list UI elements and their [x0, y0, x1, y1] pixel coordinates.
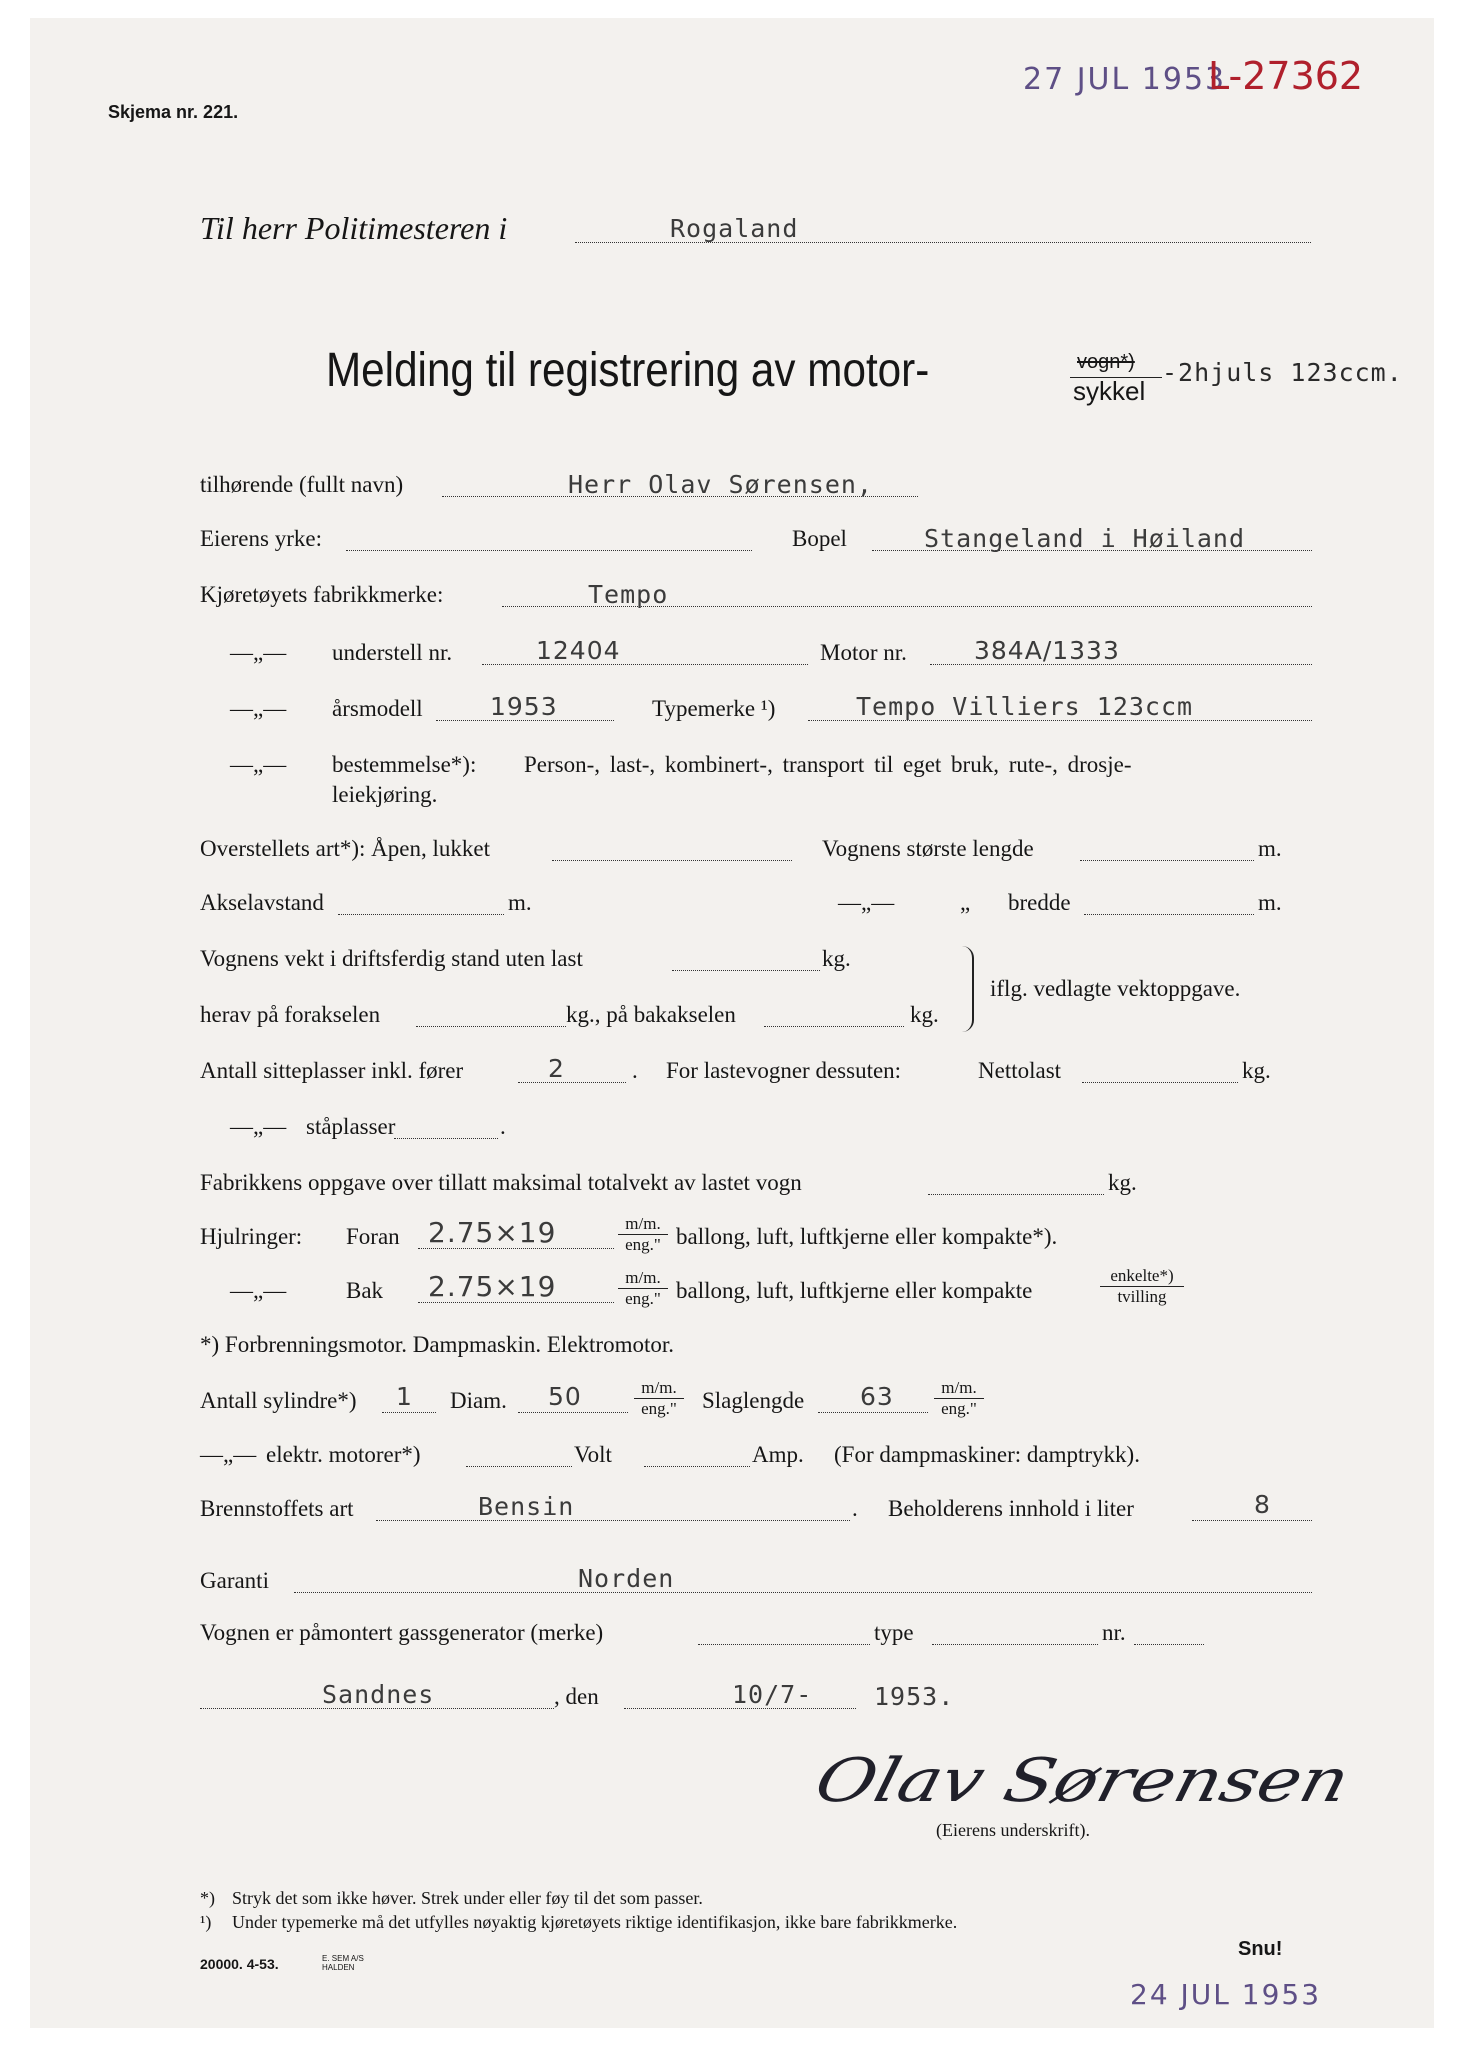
unit-top: m/m.	[618, 1268, 668, 1289]
type-label: Typemerke ¹)	[652, 696, 776, 721]
ditto-mark: —„—	[230, 752, 287, 777]
purpose-label: bestemmelse*):	[332, 752, 477, 777]
motor-value: 384A/1333	[974, 636, 1120, 665]
net-load-unit: kg.	[1242, 1058, 1271, 1083]
owner-name-value: Herr Olav Sørensen,	[568, 470, 873, 499]
max-weight-line	[928, 1194, 1104, 1195]
date-value: 10/7-	[732, 1680, 813, 1709]
gas-type-line	[932, 1644, 1098, 1645]
footnote-mark-1: *)	[200, 1888, 215, 1908]
standing-period: .	[500, 1114, 506, 1139]
purpose-options: Person-, last-, kombinert-, transport til eget bruk, rute-, drosje-	[524, 752, 1132, 777]
fuel-period: .	[852, 1496, 858, 1521]
title-vehicle-type: -2hjuls 123ccm.	[1162, 358, 1403, 387]
chassis-line	[482, 664, 808, 665]
unit-bottom: eng."	[625, 1235, 661, 1254]
length-line	[1080, 860, 1254, 861]
occupation-label: Eierens yrke:	[200, 526, 322, 551]
make-label: Kjøretøyets fabrikkmerke:	[200, 582, 444, 607]
amp-line	[644, 1466, 750, 1467]
fuel-line	[376, 1520, 850, 1521]
tires-label: Hjulringer:	[200, 1224, 303, 1249]
chassis-label: understell nr.	[332, 640, 453, 665]
body-type-line	[552, 860, 792, 861]
bore-value: 50	[548, 1382, 582, 1411]
rear-tire-arrangement	[1100, 1266, 1184, 1307]
gas-nr-label: nr.	[1102, 1620, 1126, 1645]
body-type-label: Overstellets art*): Åpen, lukket	[200, 836, 490, 861]
bore-unit	[634, 1378, 684, 1419]
warranty-label: Garanti	[200, 1568, 269, 1593]
registration-number: L-27362	[1208, 54, 1364, 98]
cylinders-value: 1	[396, 1382, 413, 1411]
engine-types: *) Forbrenningsmotor. Dampmaskin. Elektromotor.	[200, 1332, 675, 1357]
owner-signature: Olav Sørensen	[808, 1746, 1357, 1816]
front-tire-unit	[618, 1214, 668, 1255]
stroke-value: 63	[860, 1382, 894, 1411]
volt-label: Volt	[574, 1442, 612, 1467]
second-date-stamp: 24 JUL 1953	[1130, 1978, 1322, 2011]
amp-label: Amp.	[752, 1442, 804, 1467]
bore-label: Diam.	[450, 1388, 507, 1413]
volt-line	[466, 1466, 572, 1467]
date-prefix: , den	[554, 1684, 599, 1709]
gas-generator-label: Vognen er påmontert gassgenerator (merke)	[200, 1620, 604, 1645]
seats-line	[518, 1082, 626, 1083]
residence-value: Stangeland i Høiland	[924, 524, 1246, 553]
width-line	[1084, 914, 1254, 915]
make-value: Tempo	[588, 580, 669, 609]
addressee-label: Til herr Politimesteren i	[200, 210, 508, 246]
curb-weight-unit: kg.	[822, 946, 851, 971]
electric-motor-label: elektr. motorer*)	[266, 1442, 421, 1467]
warranty-value: Norden	[578, 1564, 675, 1593]
fuel-value: Bensin	[478, 1492, 575, 1521]
stroke-label: Slaglengde	[702, 1388, 805, 1413]
residence-label: Bopel	[792, 526, 847, 551]
fuel-label: Brennstoffets art	[200, 1496, 354, 1521]
stroke-line	[818, 1412, 928, 1413]
net-load-line	[1082, 1082, 1238, 1083]
seats-label: Antall sitteplasser inkl. fører	[200, 1058, 464, 1083]
single-option: enkelte*)	[1100, 1266, 1184, 1287]
year-signed: 1953.	[874, 1682, 955, 1711]
type-value: Tempo Villiers 123ccm	[856, 692, 1194, 721]
standing-line	[394, 1138, 498, 1139]
rear-axle-unit: kg.	[910, 1002, 939, 1027]
rear-tire-unit	[618, 1268, 668, 1309]
print-info: 20000. 4-53.	[200, 1956, 279, 1972]
owner-name-label: tilhørende (fullt navn)	[200, 472, 404, 497]
wheelbase-unit: m.	[508, 890, 532, 915]
ditto-quote: „	[960, 890, 971, 915]
footnote-mark-2: ¹)	[200, 1912, 212, 1932]
tank-value: 8	[1254, 1490, 1271, 1519]
steam-pressure-label: (For dampmaskiner: damptrykk).	[834, 1442, 1140, 1467]
width-label: bredde	[1008, 890, 1071, 915]
warranty-line	[294, 1592, 1312, 1593]
addressee-value: Rogaland	[670, 214, 799, 243]
purpose-options-cont: leiekjøring.	[332, 782, 438, 807]
truck-label: For lastevogner dessuten:	[666, 1058, 902, 1083]
form-title: Melding til registrering av motor-	[326, 344, 930, 397]
year-value: 1953	[490, 692, 558, 721]
seats-value: 2	[548, 1054, 565, 1083]
wheelbase-label: Akselavstand	[200, 890, 324, 915]
printer-mark: E. SEM A/S HALDEN	[322, 1954, 364, 1972]
place-value: Sandnes	[322, 1680, 435, 1709]
width-unit: m.	[1258, 890, 1282, 915]
twin-option: tvilling	[1117, 1287, 1167, 1306]
year-label: årsmodell	[332, 696, 423, 721]
cylinders-line	[382, 1412, 436, 1413]
signature-caption: (Eierens underskrift).	[936, 1820, 1090, 1840]
max-weight-unit: kg.	[1108, 1170, 1137, 1195]
unit-bottom: eng."	[641, 1399, 677, 1418]
tank-label: Beholderens innhold i liter	[888, 1496, 1134, 1521]
received-date-stamp: 27 JUL 1953	[1023, 62, 1227, 97]
front-axle-label: herav på forakselen	[200, 1002, 381, 1027]
wheelbase-line	[338, 914, 504, 915]
length-label: Vognens største lengde	[822, 836, 1034, 861]
rear-axle-label: kg., på bakakselen	[566, 1002, 736, 1027]
ditto-mark: —„—	[838, 890, 895, 915]
unit-top: m/m.	[934, 1378, 984, 1399]
tank-line	[1192, 1520, 1312, 1521]
curb-weight-label: Vognens vekt i driftsferdig stand uten last	[200, 946, 583, 971]
standing-label: ståplasser	[306, 1114, 396, 1139]
footnote-1: Stryk det som ikke høver. Strek under eller føy til det som passer.	[232, 1888, 703, 1908]
ditto-mark: —„—	[230, 696, 287, 721]
gas-generator-line	[698, 1644, 870, 1645]
ditto-mark: —„—	[230, 1114, 287, 1139]
motor-label: Motor nr.	[820, 640, 907, 665]
weight-brace	[962, 946, 974, 1032]
gas-type-label: type	[874, 1620, 914, 1645]
front-tire-value: 2.75×19	[428, 1216, 557, 1249]
front-axle-line	[416, 1026, 566, 1027]
seats-period: .	[632, 1058, 638, 1083]
unit-bottom: eng."	[625, 1289, 661, 1308]
unit-top: m/m.	[634, 1378, 684, 1399]
rear-tire-value: 2.75×19	[428, 1270, 557, 1303]
form-number: Skjema nr. 221.	[108, 102, 239, 122]
rear-tire-types: ballong, luft, luftkjerne eller kompakte	[676, 1278, 1033, 1303]
unit-top: m/m.	[618, 1214, 668, 1235]
title-option-sykkel: sykkel	[1073, 376, 1146, 406]
form-page	[30, 18, 1434, 2028]
max-weight-label: Fabrikkens oppgave over tillatt maksimal totalvekt av lastet vogn	[200, 1170, 802, 1195]
unit-bottom: eng."	[941, 1399, 977, 1418]
net-load-label: Nettolast	[978, 1058, 1062, 1083]
weight-reference: iflg. vedlagte vektoppgave.	[990, 976, 1241, 1001]
footnote-2: Under typemerke må det utfylles nøyaktig kjøretøyets riktige identifikasjon, ikke bare fabrikkmerke.	[232, 1912, 958, 1932]
front-tire-label: Foran	[346, 1224, 400, 1249]
length-unit: m.	[1258, 836, 1282, 861]
turn-over-note: Snu!	[1238, 1938, 1283, 1960]
ditto-mark: —„—	[230, 1278, 287, 1303]
occupation-line	[346, 550, 752, 551]
gas-nr-line	[1134, 1644, 1204, 1645]
ditto-mark: —„—	[200, 1442, 257, 1467]
cylinders-label: Antall sylindre*)	[200, 1388, 357, 1413]
front-tire-types: ballong, luft, luftkjerne eller kompakte*).	[676, 1224, 1058, 1249]
bore-line	[518, 1412, 628, 1413]
stroke-unit	[934, 1378, 984, 1419]
rear-axle-line	[764, 1026, 904, 1027]
rear-tire-label: Bak	[346, 1278, 384, 1303]
title-fraction-line	[1070, 377, 1162, 378]
ditto-mark: —„—	[230, 640, 287, 665]
chassis-value: 12404	[536, 636, 621, 665]
title-option-vogn: vogn*)	[1077, 351, 1135, 373]
curb-weight-line	[672, 970, 820, 971]
